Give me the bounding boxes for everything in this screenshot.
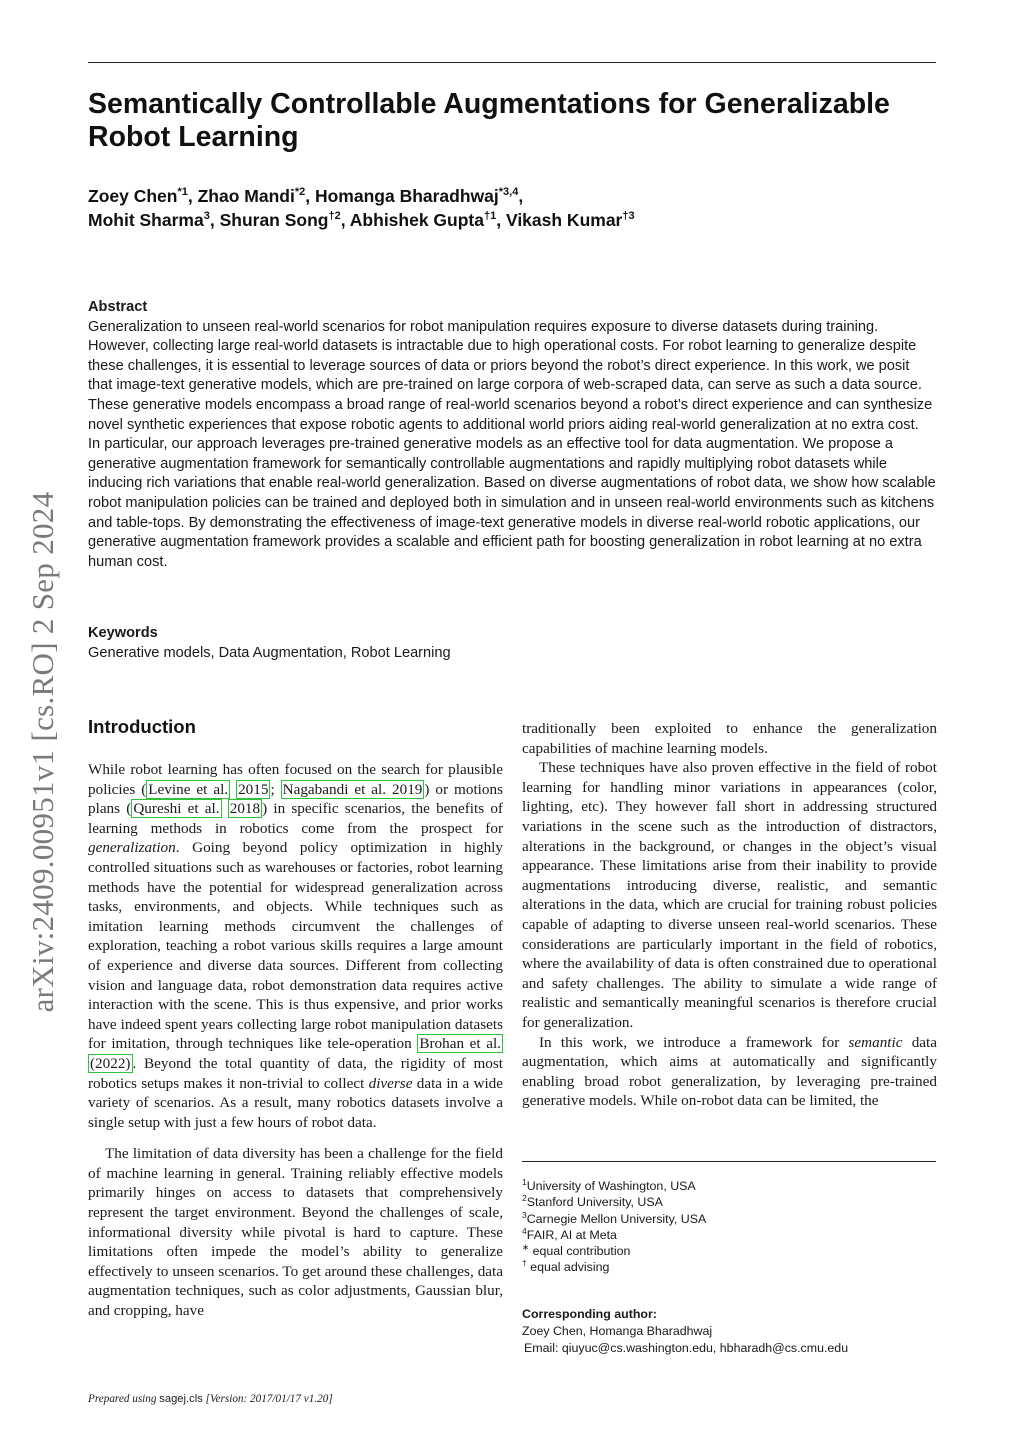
author-name: Homanga Bharadhwaj xyxy=(314,186,499,206)
author-name: Abhishek Gupta xyxy=(349,210,484,230)
emphasis: diverse xyxy=(368,1074,413,1092)
citation-link[interactable]: 2015 xyxy=(238,780,269,798)
author-name: Zoey Chen xyxy=(88,186,178,206)
author-name: Vikash Kumar xyxy=(505,210,623,230)
left-column xyxy=(88,716,503,1321)
affiliation-text: equal contribution xyxy=(529,1244,631,1259)
text-run: ; xyxy=(270,780,281,798)
author-affil-mark: 3 xyxy=(203,210,210,222)
author-name: Shuran Song xyxy=(219,210,329,230)
author-separator: , xyxy=(496,210,506,230)
footnote-rule xyxy=(522,1161,936,1162)
right-column xyxy=(522,719,937,1111)
author-list xyxy=(88,184,936,232)
text-run: . Beyond the total quantity of data, the rigidity of most robotics setups makes it non-trivial to collect xyxy=(88,1054,503,1092)
citation-link[interactable]: 2018 xyxy=(229,800,261,818)
keywords-heading: Keywords xyxy=(88,625,158,641)
section-heading-introduction: Introduction xyxy=(88,716,196,737)
citation-link[interactable]: Nagabandi et al. 2019 xyxy=(282,780,423,798)
affiliation-mark: 2 xyxy=(522,1193,527,1204)
affiliation-item xyxy=(522,1227,936,1243)
text-run: data augmentation, which aims at automatically and significantly enabling broad robot generalization, by leveraging pre-trained generative models. While on-robot data can be limited, the xyxy=(522,1033,937,1110)
text-run: In this work, we introduce a framework for xyxy=(539,1033,849,1051)
text-run: . Going beyond policy optimization in highly controlled situations such as warehouses or factories, robot learning methods have the potential for widespread generalization across tasks, environments, and objects. While techniques such as imitation learning methods circumvent the challenges of exploration, teaching a robot various skills requires a large amount of experience and diverse data sources. Different from collecting vision and language data, robot demonstration data requires active interaction with the scene. This is thus expensive, and prior works have indeed spent years collecting large robot manipulation datasets for imitation, through techniques like tele-operation xyxy=(88,839,503,1053)
page-footer xyxy=(88,1393,333,1405)
author-line-2 xyxy=(88,208,936,232)
intro-paragraph-continued: traditionally been exploited to enhance the generalization capabilities of machine learning models. xyxy=(522,720,937,757)
top-rule xyxy=(88,62,936,63)
author-separator: , xyxy=(305,186,315,206)
intro-paragraph-2: The limitation of data diversity has been a challenge for the field of machine learning in general. Training reliably effective models primarily hinges on access to datasets that comprehensively represent the target environment. Beyond the challenges of scale, informational diversity while pivotal is hard to capture. These limitations often impede the model’s ability to generalize effectively to unseen scenarios. To get around these challenges, data augmentation techniques, such as color adjustments, Gaussian blur, and cropping, have xyxy=(88,1145,503,1320)
author-separator: , xyxy=(209,210,220,230)
author-separator: , xyxy=(518,186,524,206)
keywords-text: Generative models, Data Augmentation, Robot Learning xyxy=(88,644,451,661)
arxiv-identifier: arXiv:2409.00951v1 [cs.RO] 2 Sep 2024 xyxy=(25,491,60,1013)
affiliation-text: equal advising xyxy=(526,1260,610,1275)
emphasis: generalization xyxy=(88,839,176,857)
affiliation-text: University of Washington, USA xyxy=(526,1179,696,1193)
citation-link[interactable]: Brohan et al. xyxy=(419,1035,501,1053)
affiliation-text: FAIR, AI at Meta xyxy=(526,1227,617,1242)
keywords-section xyxy=(88,624,936,663)
footer-text: Prepared using xyxy=(88,1393,160,1405)
footer-class-name: sagej.cls xyxy=(159,1393,203,1405)
intro-paragraph-1 xyxy=(88,760,503,1132)
corresponding-author-email[interactable]: Email: qiuyuc@cs.washington.edu, hbharadh@cs.cmu.edu xyxy=(524,1340,849,1355)
corresponding-author xyxy=(522,1306,936,1356)
author-affil-mark: †1 xyxy=(483,210,497,222)
footer-version: [Version: 2017/01/17 v1.20] xyxy=(202,1393,333,1405)
author-affil-mark: *3,4 xyxy=(498,186,519,198)
affiliation-mark: † xyxy=(522,1258,527,1269)
affiliation-text: Stanford University, USA xyxy=(526,1195,663,1210)
affiliation-item xyxy=(522,1194,936,1210)
author-name: Zhao Mandi xyxy=(197,186,295,206)
affiliations xyxy=(522,1178,936,1276)
abstract-paragraph-1: Generalization to unseen real-world scenarios for robot manipulation requires exposure to diverse datasets during training. However, collecting large real-world datasets is intractable due to high operational costs. For robot learning to generalize despite these challenges, it is essential to leverage sources of data or priors beyond the robot’s direct experience. In this work, we posit that image-text generative models, which are pre-trained on large corpora of web-scraped data, can serve as such a data source. These generative models encompass a broad range of real-world scenarios beyond a robot’s direct experience and can synthesize novel synthetic experiences that expose robotic agents to additional world priors aiding real-world generalization at no extra cost. xyxy=(88,318,933,433)
abstract-heading: Abstract xyxy=(88,299,148,315)
text-run xyxy=(222,800,228,817)
affiliation-mark: ∗ xyxy=(522,1242,530,1253)
abstract-paragraph-2: In particular, our approach leverages pre-trained generative models as an effective tool for data augmentation. We propose a generative augmentation framework for semantically controllable augmentations and rapidly multiplying robot datasets while inducing rich variations that enable real-world generalization. Based on diverse augmentations of robot data, we show how scalable robot manipulation policies can be trained and deployed both in simulation and in unseen real-world environments such as kitchens and table-tops. By demonstrating the effectiveness of image-text generative models in diverse real-world robotic applications, our generative augmentation framework provides a scalable and efficient path for boosting generalization in robot learning at no extra human cost. xyxy=(88,436,936,570)
author-affil-mark: †3 xyxy=(622,210,635,222)
affiliation-mark: 1 xyxy=(522,1177,527,1187)
author-affil-mark: *2 xyxy=(294,186,306,198)
paper-title: Semantically Controllable Augmentations for Generalizable Robot Learning xyxy=(88,88,890,153)
affiliation-item xyxy=(522,1211,936,1227)
affiliation-item xyxy=(522,1178,936,1194)
affiliation-item xyxy=(522,1243,936,1259)
author-line-1 xyxy=(88,184,936,208)
author-affil-mark: †2 xyxy=(328,210,341,222)
corresponding-author-label: Corresponding author: xyxy=(522,1307,657,1321)
text-run: ) or motions plans ( xyxy=(88,780,503,818)
author-affil-mark: *1 xyxy=(177,186,188,198)
citation-link[interactable]: Levine et al. xyxy=(148,780,229,798)
text-run: While robot learning has often focused on the search for plausible policies ( xyxy=(88,761,503,798)
affiliation-mark: 4 xyxy=(522,1225,527,1236)
author-separator: , xyxy=(340,210,350,230)
emphasis: semantic xyxy=(848,1033,903,1051)
citation-link[interactable]: Qureshi et al. xyxy=(133,800,220,818)
citation-link[interactable]: (2022) xyxy=(90,1054,131,1072)
abstract-section xyxy=(88,298,936,572)
intro-paragraph-4 xyxy=(522,1033,937,1111)
author-name: Mohit Sharma xyxy=(88,210,204,230)
text-run: data in a wide variety of scenarios. As a result, many robotics datasets involve a single setup with just a few hours of robot data. xyxy=(88,1074,503,1131)
affiliation-text: Carnegie Mellon University, USA xyxy=(526,1211,707,1226)
author-separator: , xyxy=(187,186,198,206)
corresponding-author-names: Zoey Chen, Homanga Bharadhwaj xyxy=(522,1323,713,1338)
affiliation-mark: 3 xyxy=(522,1209,527,1220)
intro-paragraph-3: These techniques have also proven effective in the field of robot learning for handling minor variations in appearances (color, lighting, etc). They however fall short in addressing structured variations in the scene such as the introduction of distractors, alterations in the background, or changes in the object’s visual appearance. These limitations arise from their inability to provide augmentations introducing diverse, realistic, and semantic alterations in the data, which are crucial for training robust policies capable of adapting to diverse unseen real-world scenarios. These considerations are particularly important in the field of robotics, where the availability of data is often constrained due to operational and safety challenges. The ability to simulate a wide range of realistic and semantically meaningful scenarios is therefore crucial for generalization. xyxy=(522,759,937,1031)
affiliation-item xyxy=(522,1259,936,1275)
text-run: ) in specific scenarios, the benefits of learning methods in robotics come from the prospect for xyxy=(88,800,503,837)
